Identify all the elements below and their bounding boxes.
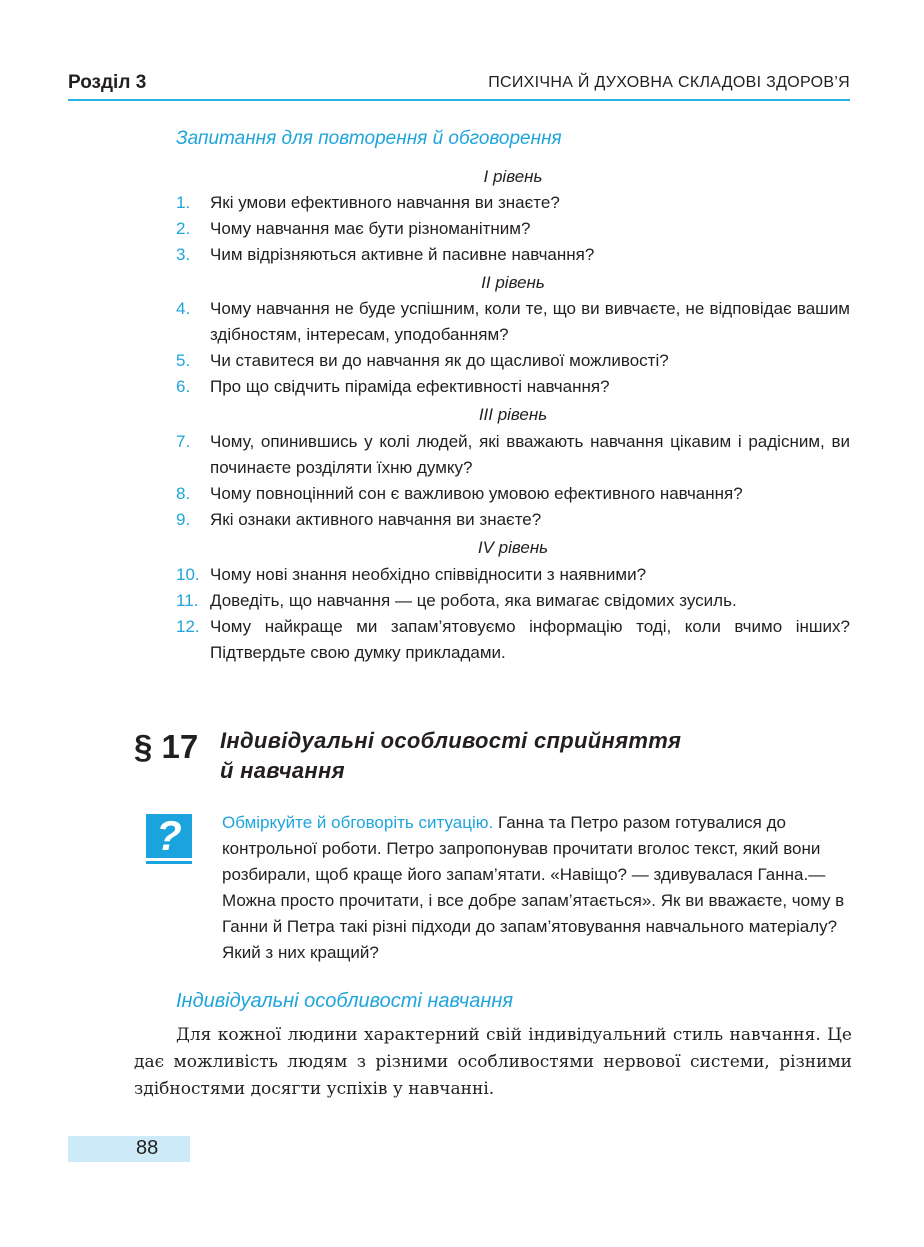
question-number: 10. — [176, 565, 200, 584]
paragraph-title-line: Індивідуальні особливості сприйняття — [220, 728, 682, 753]
page-header — [68, 72, 850, 102]
subsection-heading: Індивідуальні особливості навчання — [176, 990, 514, 1012]
paragraph-title — [220, 726, 681, 786]
question-text: Чим відрізняються активне й пасивне навчання? — [210, 245, 595, 264]
situation-text: Ганна та Петро разом готувалися до контрольної роботи. Петро запропонував прочитати вголос текст, який вони розбирали, щоб краще його запам’ятати. «Навіщо? — здивувалася Ганна.— Можна просто прочитати, і все добре запам’ятається». Як ви вважаєте, чому в Ганни й Петра такі різні підходи до запам’ятовування навчального матеріалу? Який з них кращий? — [222, 813, 845, 962]
header-rule — [68, 99, 850, 101]
question-text: Чому найкраще ми запам’ятовуємо інформацію тоді, коли вчимо інших? Підтвердьте свою думку прикладами. — [210, 617, 850, 662]
question-mark-icon — [146, 814, 192, 858]
paragraph-number: § 17 — [134, 728, 199, 765]
question-number: 7. — [176, 432, 191, 451]
question-text: Доведіть, що навчання — це робота, яка вимагає свідомих зусиль. — [210, 591, 737, 610]
review-heading: Запитання для повторення й обговорення — [176, 128, 562, 149]
level-label: ІІ рівень — [481, 273, 545, 292]
level-label: І рівень — [483, 167, 543, 186]
question-text: Чи ставитеся ви до навчання як до щасливої можливості? — [210, 351, 669, 370]
discussion-situation — [222, 810, 852, 966]
question-text: Чому повноцінний сон є важливою умовою ефективного навчання? — [210, 484, 743, 503]
question-text: Чому нові знання необхідно співвідносити з наявними? — [210, 565, 647, 584]
question-text: Чому, опинившись у колі людей, які вважають навчання цікавим і радісним, ви починаєте розділяти їхню думку? — [210, 432, 850, 477]
situation-lead: Обміркуйте й обговоріть ситуацію. — [222, 813, 494, 832]
question-item — [176, 348, 850, 374]
question-number: 11. — [176, 591, 199, 610]
question-item — [176, 190, 850, 216]
question-item — [176, 588, 850, 614]
question-number: 1. — [176, 193, 191, 212]
chapter-title: ПСИХІЧНА Й ДУХОВНА СКЛАДОВІ ЗДОРОВ’Я — [488, 74, 850, 91]
question-item — [176, 481, 850, 507]
page-number: 88 — [136, 1137, 159, 1159]
question-mark-glyph: ? — [156, 812, 182, 859]
question-number: 4. — [176, 299, 191, 318]
question-text: Чому навчання має бути різноманітним? — [210, 219, 531, 238]
question-text: Про що свідчить піраміда ефективності навчання? — [210, 377, 610, 396]
question-number: 5. — [176, 351, 191, 370]
question-number: 2. — [176, 219, 191, 238]
body-paragraph: Для кожної людини характерний свій індивідуальний стиль навчання. Це дає можливість людям з різними особливостями нервової системи, різними здібностями досягти успіхів у навчанні. — [134, 1025, 852, 1099]
question-item — [176, 429, 850, 481]
question-text: Які умови ефективного навчання ви знаєте? — [210, 193, 560, 212]
question-item — [176, 296, 850, 348]
question-item — [176, 614, 850, 666]
question-number: 6. — [176, 377, 191, 396]
question-item — [176, 562, 850, 588]
section-label: Розділ 3 — [68, 72, 147, 93]
paragraph-title-line: й навчання — [220, 758, 345, 783]
question-item — [176, 242, 850, 268]
level-label: ІV рівень — [477, 538, 549, 557]
question-number: 9. — [176, 510, 191, 529]
question-number: 3. — [176, 245, 191, 264]
question-number: 12. — [176, 617, 200, 636]
question-text: Які ознаки активного навчання ви знаєте? — [210, 510, 542, 529]
question-text: Чому навчання не буде успішним, коли те, що ви вивчаєте, не відповідає вашим здібностям, інтересам, уподобанням? — [210, 299, 850, 344]
icon-underline — [146, 861, 192, 864]
question-number: 8. — [176, 484, 191, 503]
question-item — [176, 374, 850, 400]
level-label: ІІІ рівень — [478, 405, 548, 424]
question-item — [176, 507, 850, 533]
page-number-bar — [68, 1136, 190, 1162]
question-item — [176, 216, 850, 242]
